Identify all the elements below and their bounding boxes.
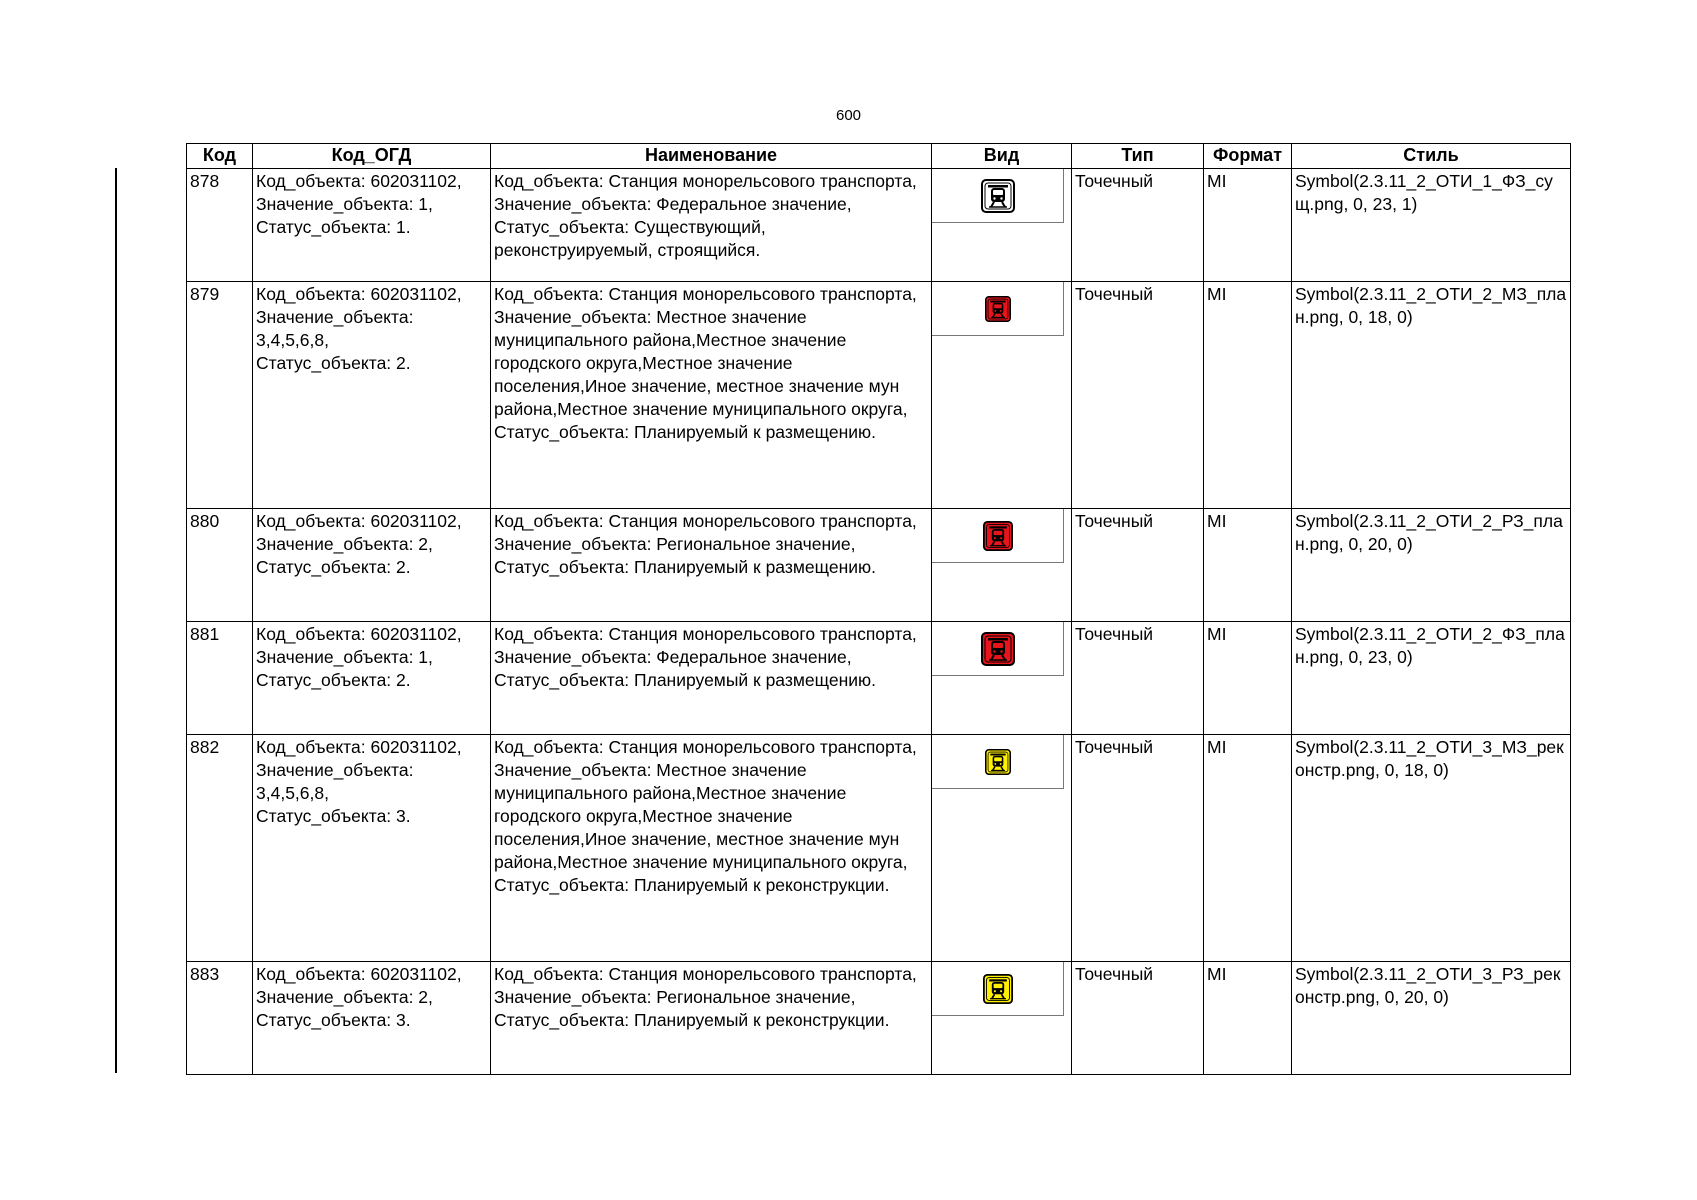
- cell-kod: 878: [187, 169, 253, 282]
- cell-tip: Точечный: [1072, 509, 1204, 622]
- cell-kod-ogd: Код_объекта: 602031102, Значение_объекта: 1, Статус_объекта: 2.: [253, 622, 491, 735]
- monorail-station-federal-planned-icon: [981, 632, 1015, 666]
- header-style: Стиль: [1292, 144, 1571, 169]
- cell-tip: Точечный: [1072, 962, 1204, 1075]
- monorail-station-federal-existing-icon: [981, 179, 1015, 213]
- monorail-station-regional-planned-icon: [983, 521, 1013, 551]
- cell-format: MI: [1204, 962, 1292, 1075]
- cell-vid: [932, 735, 1072, 962]
- page-number: 600: [835, 107, 862, 124]
- cell-kod-ogd: Код_объекта: 602031102, Значение_объекта: 2, Статус_объекта: 3.: [253, 962, 491, 1075]
- header-kod: Код: [187, 144, 253, 169]
- header-row: [187, 144, 1571, 169]
- cell-kod-ogd: Код_объекта: 602031102, Значение_объекта: 3,4,5,6,8, Статус_объекта: 2.: [253, 282, 491, 509]
- header-format: Формат: [1204, 144, 1292, 169]
- cell-kod-ogd: Код_объекта: 602031102, Значение_объекта: 3,4,5,6,8, Статус_объекта: 3.: [253, 735, 491, 962]
- cell-style: Symbol(2.3.11_2_ОТИ_3_РЗ_реконстр.png, 0, 20, 0): [1292, 962, 1571, 1075]
- cell-format: MI: [1204, 735, 1292, 962]
- table-row: [187, 509, 1571, 622]
- cell-style: Symbol(2.3.11_2_ОТИ_1_ФЗ_сущ.png, 0, 23, 1): [1292, 169, 1571, 282]
- cell-kod-ogd: Код_объекта: 602031102, Значение_объекта: 2, Статус_объекта: 2.: [253, 509, 491, 622]
- cell-vid: [932, 509, 1072, 622]
- header-kod-ogd: Код_ОГД: [253, 144, 491, 169]
- cell-tip: Точечный: [1072, 282, 1204, 509]
- header-tip: Тип: [1072, 144, 1204, 169]
- cell-vid: [932, 282, 1072, 509]
- cell-tip: Точечный: [1072, 169, 1204, 282]
- header-vid: Вид: [932, 144, 1072, 169]
- cell-kod-ogd: Код_объекта: 602031102, Значение_объекта: 1, Статус_объекта: 1.: [253, 169, 491, 282]
- cell-style: Symbol(2.3.11_2_ОТИ_2_ФЗ_план.png, 0, 23, 0): [1292, 622, 1571, 735]
- table-row: [187, 622, 1571, 735]
- cell-style: Symbol(2.3.11_2_ОТИ_2_РЗ_план.png, 0, 20, 0): [1292, 509, 1571, 622]
- symbol-table: [186, 143, 1571, 1075]
- cell-name: Код_объекта: Станция монорельсового транспорта, Значение_объекта: Местное значение муниципального района,Местное значение городского округа,Местное значение поселения,Иное значение, местное значение мун района,Местное значение муниципального округа, Статус_объекта: Планируемый к реконструкции.: [491, 735, 932, 962]
- cell-kod: 881: [187, 622, 253, 735]
- monorail-station-local-reconstruction-icon: [985, 749, 1011, 775]
- margin-line: [115, 168, 117, 1073]
- cell-vid: [932, 962, 1072, 1075]
- monorail-station-regional-reconstruction-icon: [983, 974, 1013, 1004]
- cell-name: Код_объекта: Станция монорельсового транспорта, Значение_объекта: Федеральное значение, Статус_объекта: Существующий, реконструируемый, строящийся.: [491, 169, 932, 282]
- cell-format: MI: [1204, 509, 1292, 622]
- cell-name: Код_объекта: Станция монорельсового транспорта, Значение_объекта: Региональное значение, Статус_объекта: Планируемый к реконструкции.: [491, 962, 932, 1075]
- header-name: Наименование: [491, 144, 932, 169]
- cell-tip: Точечный: [1072, 735, 1204, 962]
- table-row: [187, 735, 1571, 962]
- table-row: [187, 282, 1571, 509]
- cell-name: Код_объекта: Станция монорельсового транспорта, Значение_объекта: Местное значение муниципального района,Местное значение городского округа,Местное значение поселения,Иное значение, местное значение мун района,Местное значение муниципального округа, Статус_объекта: Планируемый к размещению.: [491, 282, 932, 509]
- cell-kod: 880: [187, 509, 253, 622]
- table-row: [187, 962, 1571, 1075]
- cell-kod: 882: [187, 735, 253, 962]
- cell-vid: [932, 169, 1072, 282]
- cell-format: MI: [1204, 282, 1292, 509]
- cell-style: Symbol(2.3.11_2_ОТИ_3_МЗ_реконстр.png, 0, 18, 0): [1292, 735, 1571, 962]
- cell-kod: 879: [187, 282, 253, 509]
- cell-name: Код_объекта: Станция монорельсового транспорта, Значение_объекта: Федеральное значение, Статус_объекта: Планируемый к размещению.: [491, 622, 932, 735]
- cell-format: MI: [1204, 622, 1292, 735]
- monorail-station-local-planned-icon: [985, 296, 1011, 322]
- table-row: [187, 169, 1571, 282]
- cell-vid: [932, 622, 1072, 735]
- cell-name: Код_объекта: Станция монорельсового транспорта, Значение_объекта: Региональное значение, Статус_объекта: Планируемый к размещению.: [491, 509, 932, 622]
- cell-tip: Точечный: [1072, 622, 1204, 735]
- cell-kod: 883: [187, 962, 253, 1075]
- cell-style: Symbol(2.3.11_2_ОТИ_2_МЗ_план.png, 0, 18, 0): [1292, 282, 1571, 509]
- cell-format: MI: [1204, 169, 1292, 282]
